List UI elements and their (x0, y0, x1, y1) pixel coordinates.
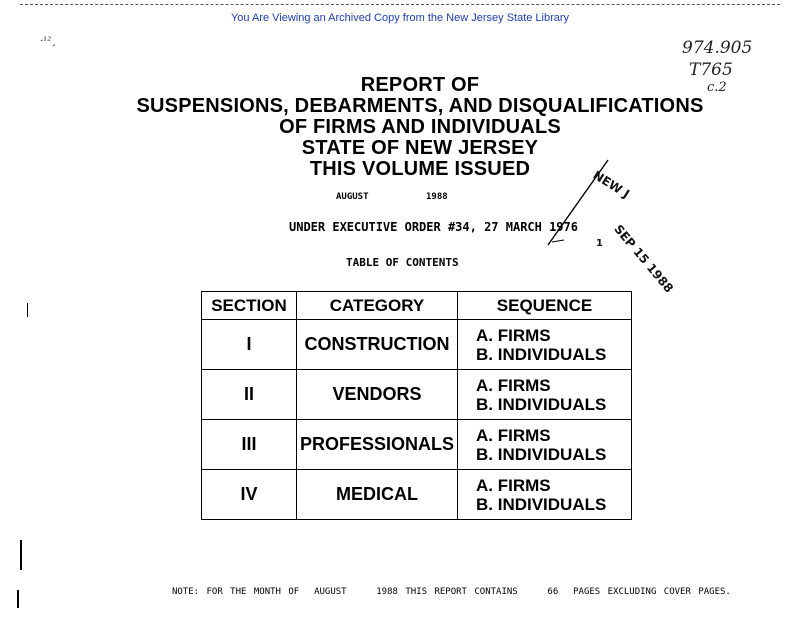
note-month: AUGUST (314, 587, 347, 597)
stamp-line (552, 240, 564, 242)
column-header-sequence: SEQUENCE (458, 292, 632, 320)
title-line: SUSPENSIONS, DEBARMENTS, AND DISQUALIFICATIONS (136, 95, 704, 117)
title-line: STATE OF NEW JERSEY (301, 137, 539, 159)
scan-top-line (20, 4, 780, 5)
note-suffix: PAGES EXCLUDING COVER PAGES. (573, 587, 731, 597)
section-cell: III (202, 420, 297, 470)
handwritten-shelf-mark: T765 (689, 60, 733, 80)
sequence-individuals: B. INDIVIDUALS (476, 444, 607, 464)
category-cell: VENDORS (297, 370, 458, 420)
stamp-date: SEP 15 1988 (611, 222, 677, 296)
category-cell: MEDICAL (297, 470, 458, 520)
category-cell: CONSTRUCTION (297, 320, 458, 370)
table-row (202, 420, 632, 470)
stamp-line-3: 1 (596, 238, 603, 249)
handwritten-corner-mark: ·¹²¸ (40, 36, 57, 47)
issue-year: 1988 (426, 192, 448, 202)
scan-margin-mark (20, 540, 22, 570)
table-row (202, 470, 632, 520)
title-line: OF FIRMS AND INDIVIDUALS (279, 116, 561, 138)
scan-margin-mark (27, 303, 28, 317)
title-line: REPORT OF (360, 74, 480, 96)
executive-order: UNDER EXECUTIVE ORDER #34, 27 MARCH 1976 (289, 220, 578, 234)
title-line: THIS VOLUME ISSUED (309, 158, 531, 180)
sequence-firms: A. FIRMS (476, 375, 551, 395)
section-cell: I (202, 320, 297, 370)
sequence-individuals: B. INDIVIDUALS (476, 394, 607, 414)
note-pages: 66 (547, 587, 559, 597)
sequence-firms: A. FIRMS (476, 425, 551, 445)
received-stamp (540, 150, 710, 280)
sequence-cell (458, 470, 632, 520)
column-header-section: SECTION (202, 292, 297, 320)
note-prefix: NOTE: FOR THE MONTH OF (172, 587, 300, 597)
sequence-individuals: B. INDIVIDUALS (476, 344, 607, 364)
sequence-firms: A. FIRMS (476, 475, 551, 495)
sequence-cell (458, 370, 632, 420)
sequence-cell (458, 420, 632, 470)
table-row (202, 320, 632, 370)
archive-banner: You Are Viewing an Archived Copy from the New Jersey State Library (230, 12, 570, 24)
issue-month: AUGUST (336, 192, 369, 202)
sequence-firms: A. FIRMS (476, 325, 551, 345)
table-header-row (202, 292, 632, 320)
handwritten-copy-number: c.2 (707, 80, 727, 95)
category-cell: PROFESSIONALS (297, 420, 458, 470)
note-middle: 1988 THIS REPORT CONTAINS (376, 587, 518, 597)
toc-heading: TABLE OF CONTENTS (346, 256, 459, 269)
column-header-category: CATEGORY (297, 292, 458, 320)
toc-table (201, 291, 632, 520)
sequence-cell (458, 320, 632, 370)
section-cell: II (202, 370, 297, 420)
sequence-individuals: B. INDIVIDUALS (476, 494, 607, 514)
handwritten-call-number: 974.905 (682, 38, 753, 58)
section-cell: IV (202, 470, 297, 520)
stamp-line-1: NEW J (590, 168, 633, 202)
footer-note (172, 587, 731, 597)
table-row (202, 370, 632, 420)
scan-margin-mark (17, 590, 19, 608)
